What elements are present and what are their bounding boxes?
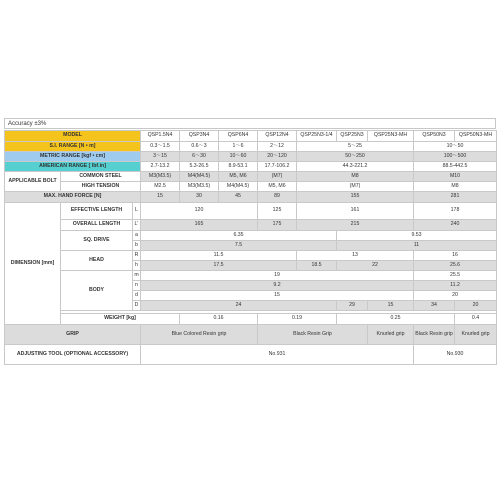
high-tension-cell: (M7)	[297, 182, 414, 192]
head-label: HEAD	[61, 251, 133, 271]
common-steel-cell: M4(M4.5)	[180, 172, 219, 182]
adjusting-tool-cell: No.931	[141, 345, 414, 365]
grip-cell: Knurled grip	[368, 325, 414, 345]
grip-cell: Blue Colored Resin grip	[141, 325, 258, 345]
body-D-cell: 24	[141, 301, 337, 311]
effective-length-cell: 178	[414, 203, 497, 220]
metric-range-cell: 20〜120	[258, 152, 297, 162]
symbol-L-prime: L'	[133, 220, 141, 231]
symbol-R: R	[133, 251, 141, 261]
body-n-cell: 11.2	[414, 281, 497, 291]
metric-range-cell: 100〜500	[414, 152, 497, 162]
overall-length-cell: 165	[141, 220, 258, 231]
weight-cell: 0.25	[337, 314, 455, 325]
overall-length-cell: 240	[414, 220, 497, 231]
grip-cell: Knurled grip	[455, 325, 497, 345]
sq-drive-a-cell: 6.35	[141, 231, 337, 241]
head-h-cell: 17.5	[141, 261, 297, 271]
american-range-label: AMERICAN RANGE [ lbf.in]	[5, 162, 141, 172]
symbol-d: d	[133, 291, 141, 301]
body-m-cell: 19	[141, 271, 414, 281]
high-tension-cell: M2.5	[141, 182, 180, 192]
head-r-cell: 11.5	[141, 251, 297, 261]
head-h-cell: 22	[337, 261, 414, 271]
model-cell: QSP1.5N4	[141, 131, 180, 142]
max-hand-force-cell: 281	[414, 192, 497, 203]
max-hand-force-cell: 15	[141, 192, 180, 203]
overall-length-cell: 175	[258, 220, 297, 231]
body-D-cell: 29	[337, 301, 368, 311]
model-cell: QSP6N4	[219, 131, 258, 142]
body-D-cell: 34	[414, 301, 455, 311]
common-steel-cell: M10	[414, 172, 497, 182]
max-hand-force-cell: 45	[219, 192, 258, 203]
body-m-cell: 25.5	[414, 271, 497, 281]
si-range-label: S.I. RANGE [N • m]	[5, 142, 141, 152]
high-tension-cell: M3(M3.5)	[180, 182, 219, 192]
overall-length-label: OVERALL LENGTH	[61, 220, 133, 231]
sq-drive-b-cell: 7.5	[141, 241, 337, 251]
grip-row	[5, 325, 497, 345]
american-range-cell: 8.9-53.1	[219, 162, 258, 172]
model-cell: QSP12N4	[258, 131, 297, 142]
model-cell: QSP50N3-MH	[455, 131, 497, 142]
body-D-cell: 20	[455, 301, 497, 311]
head-h-cell: 18.5	[297, 261, 337, 271]
body-label: BODY	[61, 271, 133, 311]
head-r-cell: 16	[414, 251, 497, 261]
model-cell: QSP25N3-1/4	[297, 131, 337, 142]
sq-drive-b-cell: 11	[337, 241, 497, 251]
head-r-cell: 13	[297, 251, 414, 261]
si-range-cell: 0.6〜3	[180, 142, 219, 152]
body-n-cell: 9.2	[141, 281, 414, 291]
si-range-cell: 1〜6	[219, 142, 258, 152]
max-hand-force-cell: 30	[180, 192, 219, 203]
effective-length-cell: 161	[297, 203, 414, 220]
body-m-row	[5, 271, 497, 281]
high-tension-label: HIGH TENSION	[61, 182, 141, 192]
body-d-cell: 15	[141, 291, 414, 301]
high-tension-row	[5, 182, 497, 192]
weight-row	[5, 314, 497, 325]
symbol-m: m	[133, 271, 141, 281]
model-cell: QSP3N4	[180, 131, 219, 142]
si-range-cell: 10〜50	[414, 142, 497, 152]
effective-length-label: EFFECTIVE LENGTH	[61, 203, 133, 220]
common-steel-row	[5, 172, 497, 182]
weight-cell: 0.4	[455, 314, 497, 325]
common-steel-label: COMMON STEEL	[61, 172, 141, 182]
grip-cell: Black Resin grip	[414, 325, 455, 345]
weight-label: WEIGHT [kg]	[61, 314, 180, 325]
american-range-cell: 17.7-106.2	[258, 162, 297, 172]
american-range-cell: 2.7-13.2	[141, 162, 180, 172]
overall-length-row	[5, 220, 497, 231]
common-steel-cell: M8	[297, 172, 414, 182]
common-steel-cell: M5, M6	[219, 172, 258, 182]
model-label: MODEL	[5, 131, 141, 142]
weight-cell: 0.19	[258, 314, 337, 325]
sq-drive-a-row	[5, 231, 497, 241]
body-d-cell: 20	[414, 291, 497, 301]
max-hand-force-row	[5, 192, 497, 203]
max-hand-force-label: MAX. HAND FORCE [N]	[5, 192, 141, 203]
model-cell: QSP50N3	[414, 131, 455, 142]
adjusting-tool-row	[5, 345, 497, 365]
accuracy-note: Accuracy ±3%	[4, 118, 496, 129]
head-r-row	[5, 251, 497, 261]
american-range-cell: 44.3-221.2	[297, 162, 414, 172]
model-cell: QSP25N3	[337, 131, 368, 142]
overall-length-cell: 215	[297, 220, 414, 231]
sq-drive-a-cell: 9.53	[337, 231, 497, 241]
torque-wrench-spec-table	[4, 130, 497, 365]
american-range-cell: 88.5-442.5	[414, 162, 497, 172]
adjusting-tool-cell: No.930	[414, 345, 497, 365]
weight-cell: 0.16	[180, 314, 258, 325]
metric-range-row	[5, 152, 497, 162]
symbol-h: h	[133, 261, 141, 271]
high-tension-cell: M4(M4.5)	[219, 182, 258, 192]
metric-range-cell: 6〜30	[180, 152, 219, 162]
american-range-row	[5, 162, 497, 172]
american-range-cell: 5.3-26.5	[180, 162, 219, 172]
effective-length-cell: 125	[258, 203, 297, 220]
metric-range-cell: 3〜15	[141, 152, 180, 162]
symbol-D: D	[133, 301, 141, 311]
symbol-L: L	[133, 203, 141, 220]
common-steel-cell: (M7)	[258, 172, 297, 182]
metric-range-label: METRIC RANGE [kgf • cm]	[5, 152, 141, 162]
adjusting-tool-label: ADJUSTING TOOL (OPTIONAL ACCESSORY)	[5, 345, 141, 365]
si-range-cell: 2〜12	[258, 142, 297, 152]
effective-length-cell: 120	[141, 203, 258, 220]
effective-length-row	[5, 203, 497, 220]
applicable-bolt-label: APPLICABLE BOLT	[5, 172, 61, 192]
max-hand-force-cell: 89	[258, 192, 297, 203]
common-steel-cell: M3(M3.5)	[141, 172, 180, 182]
high-tension-cell: M8	[414, 182, 497, 192]
si-range-row	[5, 142, 497, 152]
dimension-label: DIMENSION [mm]	[5, 203, 61, 325]
max-hand-force-cell: 155	[297, 192, 414, 203]
symbol-b: b	[133, 241, 141, 251]
sq-drive-label: SQ. DRIVE	[61, 231, 133, 251]
si-range-cell: 0.3〜1.5	[141, 142, 180, 152]
high-tension-cell: M5, M6	[258, 182, 297, 192]
model-row	[5, 131, 497, 142]
grip-cell: Black Resin Grip	[258, 325, 368, 345]
symbol-n: n	[133, 281, 141, 291]
si-range-cell: 5〜25	[297, 142, 414, 152]
symbol-a: a	[133, 231, 141, 241]
body-D-cell: 15	[368, 301, 414, 311]
metric-range-cell: 10〜60	[219, 152, 258, 162]
head-h-cell: 25.6	[414, 261, 497, 271]
metric-range-cell: 50〜250	[297, 152, 414, 162]
model-cell: QSP25N3-MH	[368, 131, 414, 142]
grip-label: GRIP	[5, 325, 141, 345]
